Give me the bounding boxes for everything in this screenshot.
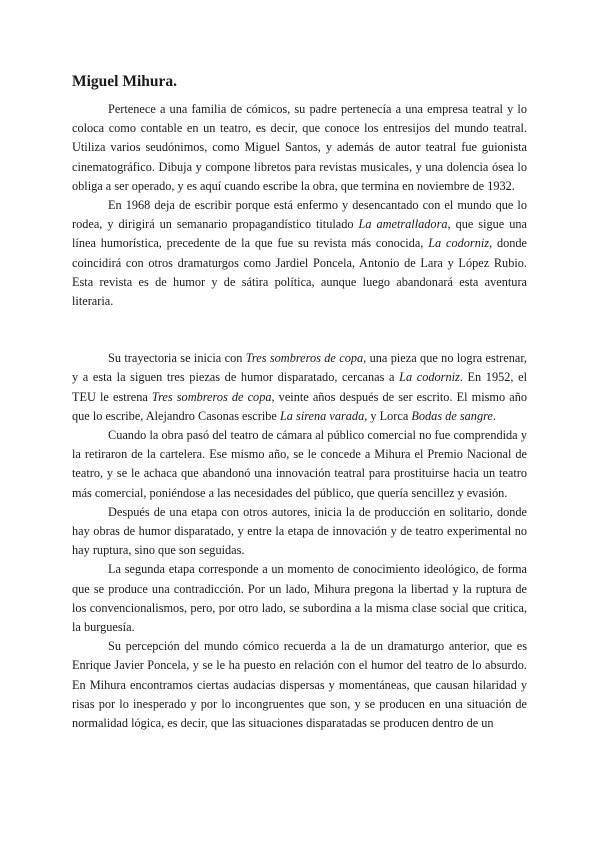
text-run: . En 1952, el TEU le estrena xyxy=(72,370,527,404)
text-run: , una pieza que no logra estrenar, y a esta la siguen tres piezas de humor disparatado, cercanas a xyxy=(72,351,527,385)
text-run: , y Lorca xyxy=(364,408,412,423)
italic-title-la-sirena-varada: La sirena varada xyxy=(279,408,365,423)
paragraph-solitario: Después de una etapa con otros autores, inicia la de producción en solitario, donde hay obras de humor disparatado, y entre la etapa de innovación y de teatro experimental no hay ruptura, sino que son seguidas. xyxy=(72,504,527,558)
document-page xyxy=(72,72,527,733)
text-run: , que sigue una línea humorística, precedente de la que fue su revista más conocida, xyxy=(72,217,527,251)
text-run: En 1968 deja de escribir porque está enfermo y desencantado con el mundo que lo rodea, y dirigirá un semanario propagandístico titulado xyxy=(72,198,527,232)
section-gap xyxy=(72,311,527,349)
text-run: , donde coincidirá con otros dramaturgos como Jardiel Poncela, Antonio de Lara y López Rubio. Esta revista es de humor y de sátira política, aunque luego abandonará esta aventura literaria. xyxy=(72,236,528,309)
paragraph-family: Pertenece a una familia de cómicos, su padre pertenecía a una empresa teatral y lo coloca como contable en un teatro, es decir, que conoce los entresijos del mundo teatral. Utiliza varios seudónimos, como Miguel Santos, y además de autor teatral fue guionista cinematográfico. Dibuja y compone libretos para revistas musicales, y una dolencia ósea lo obliga a ser operado, y es aquí cuando escribe la obra, que termina en noviembre de 1932. xyxy=(72,102,527,193)
italic-title-bodas-de-sangre: Bodas de sangre xyxy=(411,408,493,423)
italic-title-la-codorniz: La codorniz xyxy=(428,236,490,251)
italic-title-tres-sombreros: Tres sombreros de copa xyxy=(245,351,364,366)
text-run: . xyxy=(492,408,496,423)
paragraph-trayectoria xyxy=(72,349,527,426)
text-run: Su trayectoria se inicia con xyxy=(108,351,246,366)
page-title: Miguel Mihura. xyxy=(72,73,178,90)
paragraph-1968 xyxy=(72,196,527,311)
paragraph-percepcion: Su percepción del mundo cómico recuerda a la de un dramaturgo anterior, que es Enrique Javier Poncela, y se le ha puesto en relación con el humor del teatro de lo absurdo. En Mihura encontramos ciertas audacias dispersas y momentáneas, que causan hilaridad y risas por lo inesperado y por lo incongruentes que son, y se producen en una situación de normalidad lógica, es decir, que las situaciones disparatadas se producen dentro de un xyxy=(72,639,527,731)
paragraph-camara: Cuando la obra pasó del teatro de cámara al público comercial no fue comprendida y la retiraron de la cartelera. Ese mismo año, se le concede a Mihura el Premio Nacional de teatro, y se le achaca que abandonó una innovación teatral para prostituirse hacia un teatro más comercial, poniéndose a las necesidades del público, que quería sencillez y evasión. xyxy=(72,428,527,500)
italic-title-tres-sombreros: Tres sombreros de copa xyxy=(151,389,272,404)
italic-title-la-ametralladora: La ametralladora xyxy=(358,217,448,232)
paragraph-segunda-etapa: La segunda etapa corresponde a un momento de conocimiento ideológico, de forma que se produce una contradicción. Por un lado, Mihura pregona la libertad y la ruptura de los convencionalismos, pero, por otro lado, se subordina a la misma clase social que critica, la burguesía. xyxy=(72,562,527,635)
text-run: , veinte años después de ser escrito. El mismo año que lo escribe, Alejandro Casonas escribe xyxy=(72,389,527,423)
italic-title-la-codorniz: La codorniz xyxy=(399,370,460,385)
